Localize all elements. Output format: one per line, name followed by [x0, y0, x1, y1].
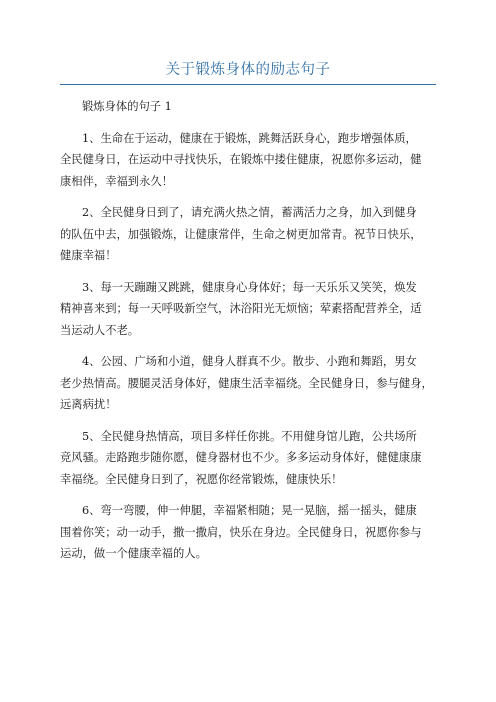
paragraph-line: 4、公园、广场和小道，健身人群真不少。散步、小跑和舞蹈，男女 — [82, 355, 417, 368]
paragraph-5 — [60, 426, 436, 491]
paragraph-line: 的队伍中去，加强锻炼，让健康常伴，生命之树更加常青。祝节日快乐， — [60, 227, 422, 241]
title-divider — [60, 84, 436, 85]
paragraph-line: 1、生命在于运动，健康在于锻炼，跳舞活跃身心，跑步增强体质， — [82, 131, 417, 145]
paragraph-line: 2、全民健身日到了，请充满火热之情，蓄满活力之身，加入到健身 — [82, 206, 417, 219]
document-body — [60, 96, 436, 575]
paragraph-line: 运动，做一个健康幸福的人。 — [60, 547, 207, 560]
paragraph-line: 当运动人不老。 — [60, 323, 140, 337]
paragraph-line: 幸福绕。全民健身日到了，祝愿你经常锻炼，健康快乐！ — [60, 472, 343, 486]
paragraph-1 — [60, 128, 436, 193]
paragraph-2 — [60, 202, 436, 267]
paragraph-line: 5、全民健身热情高，项目多样任你挑。不用健身馆儿跑，公共场所 — [82, 429, 417, 443]
document-title: 关于锻炼身体的励志句子 — [165, 62, 331, 78]
section-subtitle: 锻炼身体的句子 1 — [82, 100, 172, 113]
paragraph-line: 3、每一天蹦蹦又跳跳，健康身心身体好；每一天乐乐又笑笑，焕发 — [82, 280, 417, 294]
paragraph-line: 远离病扰！ — [60, 398, 117, 411]
paragraph-line: 健康幸福！ — [60, 249, 117, 262]
paragraph-line: 竞风骚。走路跑步随你愿，健身器材也不少。多多运动身体好，健健康康 — [60, 451, 422, 464]
paragraph-line: 精神喜来到；每一天呼吸新空气，沐浴阳光无烦恼；荤素搭配营养全，适 — [60, 302, 422, 315]
paragraph-4 — [60, 351, 436, 416]
paragraph-line: 康相伴，幸福到永久！ — [60, 174, 173, 188]
paragraph-3 — [60, 277, 436, 342]
paragraph-line: 围着你笑；动一动手，撒一撒肩，快乐在身边。全民健身日，祝愿你参与 — [60, 525, 422, 539]
paragraph-line: 全民健身日，在运动中寻找快乐，在锻炼中搂住健康，祝愿你多运动，健 — [60, 153, 422, 166]
paragraph-line: 6、弯一弯腰，伸一伸腿，幸福紧相随；晃一晃脑，摇一摇头，健康 — [82, 504, 417, 517]
paragraph-line: 老少热情高。腰腿灵活身体好，健康生活幸福绕。全民健身日，参与健身， — [60, 376, 433, 390]
paragraph-6 — [60, 500, 436, 565]
